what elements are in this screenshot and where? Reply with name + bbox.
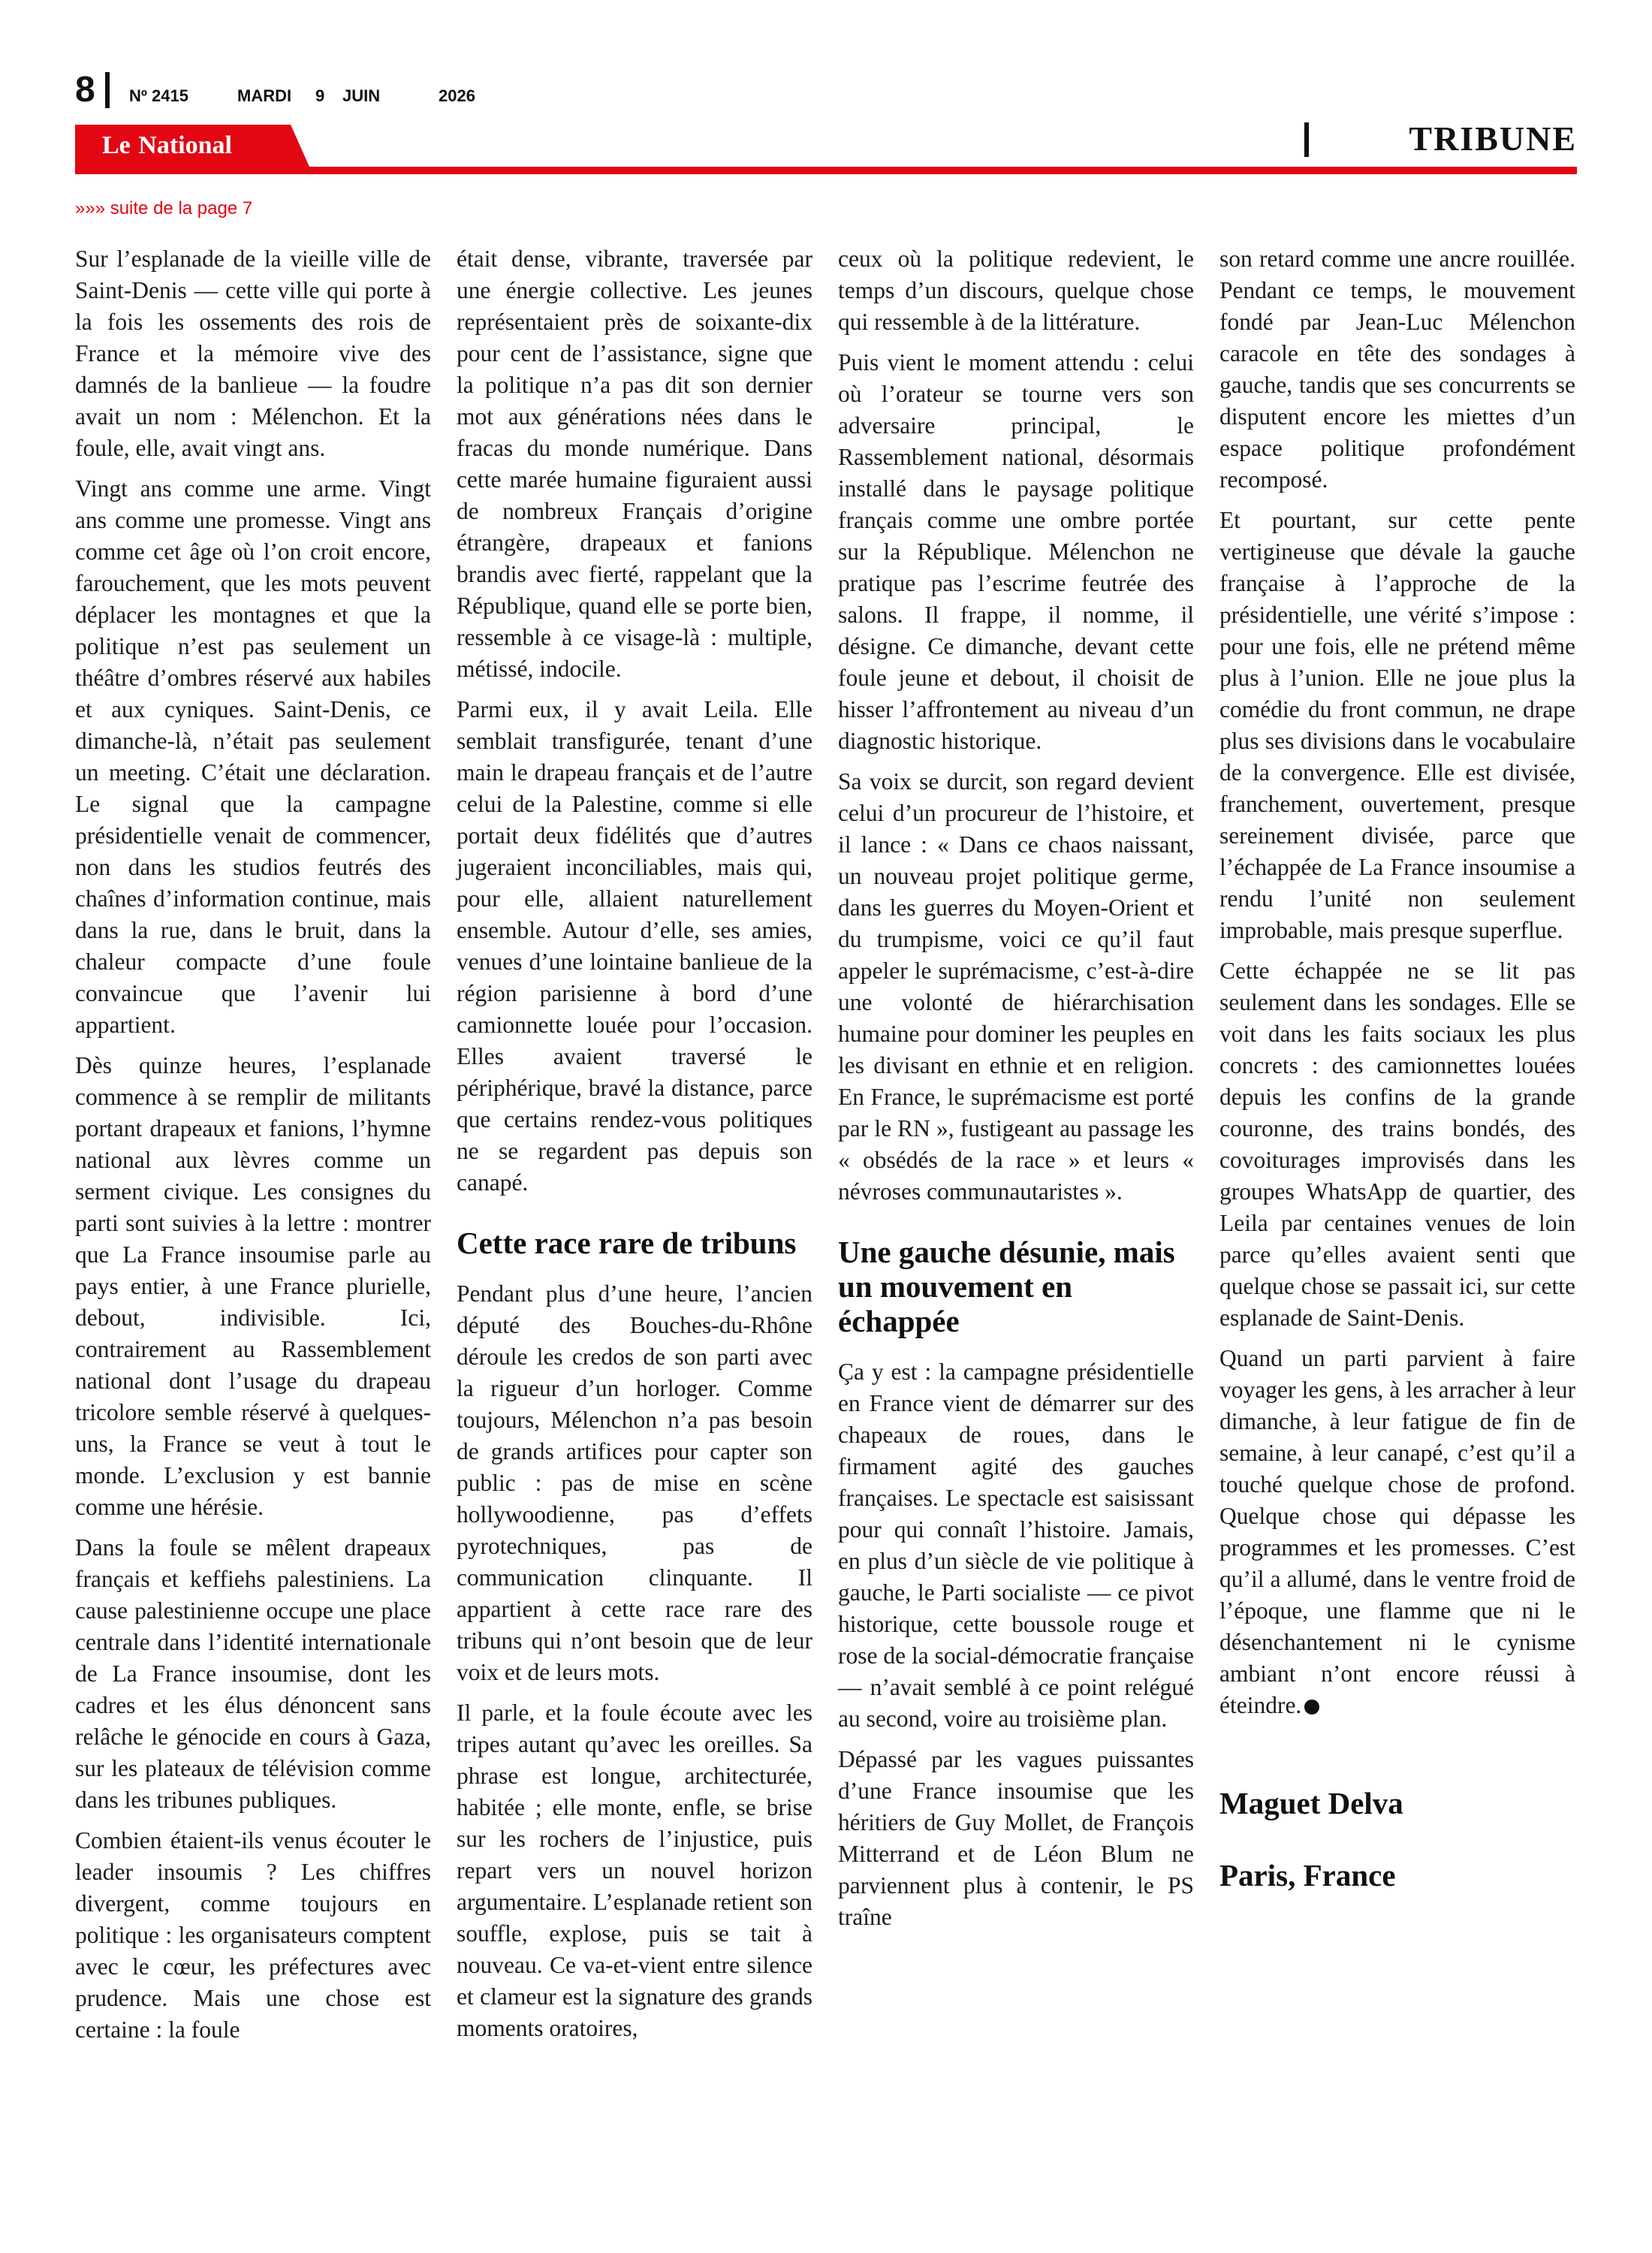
paragraph: Combien étaient-ils venus écouter le leader insoumis ? Les chiffres divergent, comme toujours en politique : les organisateurs comptent avec le cœur, les préfectures avec prudence. Mais une chose est certaine : la foule (75, 1827, 431, 2043)
issue-day: MARDI (237, 86, 292, 105)
section-divider (1304, 122, 1309, 157)
author-location: Paris, France (1219, 1858, 1396, 1893)
header-rule (75, 167, 1577, 174)
page-number: 8 (75, 70, 95, 110)
paragraph: Cette échappée ne se lit pas seulement dans les sondages. Elle se voit dans les faits sociaux les plus concrets : des camionnettes louées depuis les confins de la grande couronne, des trains bondés, des covoiturages improvisés dans les groupes WhatsApp de quartier, des Leila par centaines venues de loin parce qu’elles avaient senti que quelque chose se passait ici, sur cette esplanade de Saint-Denis. (1219, 958, 1575, 1331)
article-column-4 (1219, 243, 1575, 1894)
paragraph: Et pourtant, sur cette pente vertigineuse que dévale la gauche française à l’approche de la présidentielle, une vérité s’impose : pour une fois, elle ne prétend même plus à l’union. Elle ne joue plus la comédie du front commun, ne drape plus ses divisions dans le vocabulaire de la convergence. Elle est divisée, franchement, ouvertement, presque sereinement divisée, parce que l’échappée de La France insoumise a rendu l’unité non seulement improbable, mais presque superflue. (1219, 507, 1575, 943)
subheading: Une gauche désunie, mais un mouvement en échappée (838, 1235, 1175, 1338)
issue-number: Nº 2415 (129, 86, 188, 105)
paragraph: était dense, vibrante, traversée par une énergie collective. Les jeunes représentaient près de soixante-dix pour cent de l’assistance, signe que la politique n’a pas dit son dernier mot aux générations nées dans le fracas du monde numérique. Dans cette marée humaine figuraient aussi de nombreux Français d’origine étrangère, drapeaux et fanions brandis avec fierté, rappelant que la République, quand elle se porte bien, ressemble à ce visage-là : multiple, métissé, indocile. (457, 246, 812, 682)
paragraph: Puis vient le moment attendu : celui où l’orateur se tourne vers son adversaire principal, le Rassemblement national, désormais installé dans le paysage politique français comme une ombre portée sur la République. Mélenchon ne pratique pas l’escrime feutrée des salons. Il frappe, il nomme, il désigne. Ce dimanche, devant cette foule jeune et debout, il choisit de hisser l’affrontement au niveau d’un diagnostic historique. (838, 349, 1194, 754)
issue-day-number: 9 (315, 86, 325, 105)
end-of-article-icon (1304, 1700, 1319, 1715)
paragraph-final (1219, 1343, 1575, 1721)
article-column-2 (457, 243, 812, 2053)
paragraph: Parmi eux, il y avait Leila. Elle semblait transfigurée, tenant d’une main le drapeau français et de l’autre celui de la Palestine, comme si elle portait deux fidélités que d’autres jugeraient inconciliables, mais qui, pour elle, allaient naturellement ensemble. Autour d’elle, ses amies, venues d’une lointaine banlieue de la région parisienne à bord d’une camionnette louée pour l’occasion. Elles avaient traversé le périphérique, bravé la distance, parce que certains rendez-vous politiques ne se regardent pas depuis son canapé. (457, 696, 812, 1196)
paragraph-text: Quand un parti parvient à faire voyager les gens, à les arracher à leur dimanche, à leur fatigue de fin de semaine, à leur canapé, c’est qu’il a touché quelque chose de profond. Quelque chose qui dépasse les programmes et les promesses. C’est qu’il a allumé, dans le ventre froid de l’époque, une flamme que ni le désenchantement ni le cynisme ambiant n’ont encore réussi à éteindre. (1219, 1345, 1575, 1718)
paragraph: ceux où la politique redevient, le temps d’un discours, quelque chose qui ressemble à de la littérature. (838, 246, 1194, 335)
issue-year: 2026 (439, 86, 475, 105)
section-title: TRIBUNE (1409, 119, 1577, 158)
subheading: Cette race rare de tribuns (457, 1226, 797, 1260)
author-name: Maguet Delva (1219, 1786, 1403, 1820)
paragraph: Ça y est : la campagne présidentielle en France vient de démarrer sur des chapeaux de roues, dans le firmament agité des gauches françaises. Le spectacle est saisissant pour qui connaît l’histoire. Jamais, en plus d’un siècle de vie politique à gauche, le Parti socialiste — ce pivot historique, cette boussole rouge et rose de la social-démocratie française — n’avait semblé à ce point relégué au second, voire au troisième plan. (838, 1359, 1194, 1732)
paragraph: Il parle, et la foule écoute avec les tripes autant qu’avec les oreilles. Sa phrase est longue, architecturée, habitée ; elle monte, enfle, se brise sur les rochers de l’injustice, puis repart vers un nouvel horizon argumentaire. L’esplanade retient son souffle, explose, puis se tait à nouveau. Ce va-et-vient entre silence et clameur est la signature des grands moments oratoires, (457, 1700, 812, 2041)
page-number-divider (105, 72, 110, 108)
paragraph: Pendant plus d’une heure, l’ancien député des Bouches-du-Rhône déroule les credos de son parti avec la rigueur d’un horloger. Comme toujours, Mélenchon n’a pas besoin de grands artifices pour capter son public : pas de mise en scène hollywoodienne, pas d’effets pyrotechniques, pas de communication clinquante. Il appartient à cette race rare des tribuns qui n’ont besoin que de leur voix et de leurs mots. (457, 1280, 812, 1685)
paragraph: Dépassé par les vagues puissantes d’une France insoumise que les héritiers de Guy Mollet, de François Mitterrand et de Léon Blum ne parviennent plus à contenir, le PS traîne (838, 1746, 1194, 1930)
paragraph: Dans la foule se mêlent drapeaux français et keffiehs palestiniens. La cause palestinienne occupe une place centrale dans l’identité internationale de La France insoumise, dont les cadres et les élus dénoncent sans relâche le génocide en cours à Gaza, sur les plateaux de télévision comme dans les tribunes publiques. (75, 1534, 431, 1813)
paragraph: Sa voix se durcit, son regard devient celui d’un procureur de l’histoire, et il lance : « Dans ce chaos naissant, un nouveau projet politique germe, dans les guerres du Moyen-Orient et du trumpisme, voici ce qu’il faut appeler le suprémacisme, c’est-à-dire une volonté de hiérarchisation humaine pour dominer les peuples en les divisant en ethnie et en religion. En France, le suprémacisme est porté par le RN », fustigeant au passage les « obsédés de la race » et leurs « névroses communautaristes ». (838, 768, 1194, 1205)
paragraph: Sur l’esplanade de la vieille ville de Saint-Denis — cette ville qui porte à la fois les ossements des rois de France et la mémoire vive des damnés de la banlieue — la foudre avait un nom : Mélenchon. Et la foule, elle, avait vingt ans. (75, 246, 431, 461)
paragraph: Vingt ans comme une arme. Vingt ans comme une promesse. Vingt ans comme cet âge où l’on croit encore, farouchement, que les mots peuvent déplacer les montagnes et que la politique n’est pas seulement un théâtre d’ombres réservé aux habiles et aux cyniques. Saint-Denis, ce dimanche-là, n’était pas seulement un meeting. C’était une déclaration. Le signal que la campagne présidentielle venait de commencer, non dans les studios feutrés des chaînes d’information continue, mais dans la rue, dans le bruit, dans la chaleur compacte d’une foule convaincue que l’avenir lui appartient. (75, 475, 431, 1038)
continued-from-note: »»» suite de la page 7 (75, 198, 253, 219)
newspaper-name: Le National (102, 131, 232, 159)
article-column-1 (75, 243, 431, 2055)
issue-month: JUIN (342, 86, 381, 105)
paragraph: Dès quinze heures, l’esplanade commence à se remplir de militants portant drapeaux et fanions, l’hymne national aux lèvres comme un serment civique. Les consignes du parti sont suivies à la lettre : montrer que La France insoumise parle au pays entier, à une France plurielle, debout, indivisible. Ici, contrairement au Rassemblement national dont l’usage du drapeau tricolore semble réservé à quelques-uns, la France se veut à tout le monde. L’exclusion y est bannie comme une hérésie. (75, 1052, 431, 1520)
paragraph: son retard comme une ancre rouillée. Pendant ce temps, le mouvement fondé par Jean-Luc Mélenchon caracole en tête des sondages à gauche, tandis que ses concurrents se disputent encore les miettes d’un espace politique profondément recomposé. (1219, 246, 1575, 493)
article-column-3 (838, 243, 1194, 1942)
